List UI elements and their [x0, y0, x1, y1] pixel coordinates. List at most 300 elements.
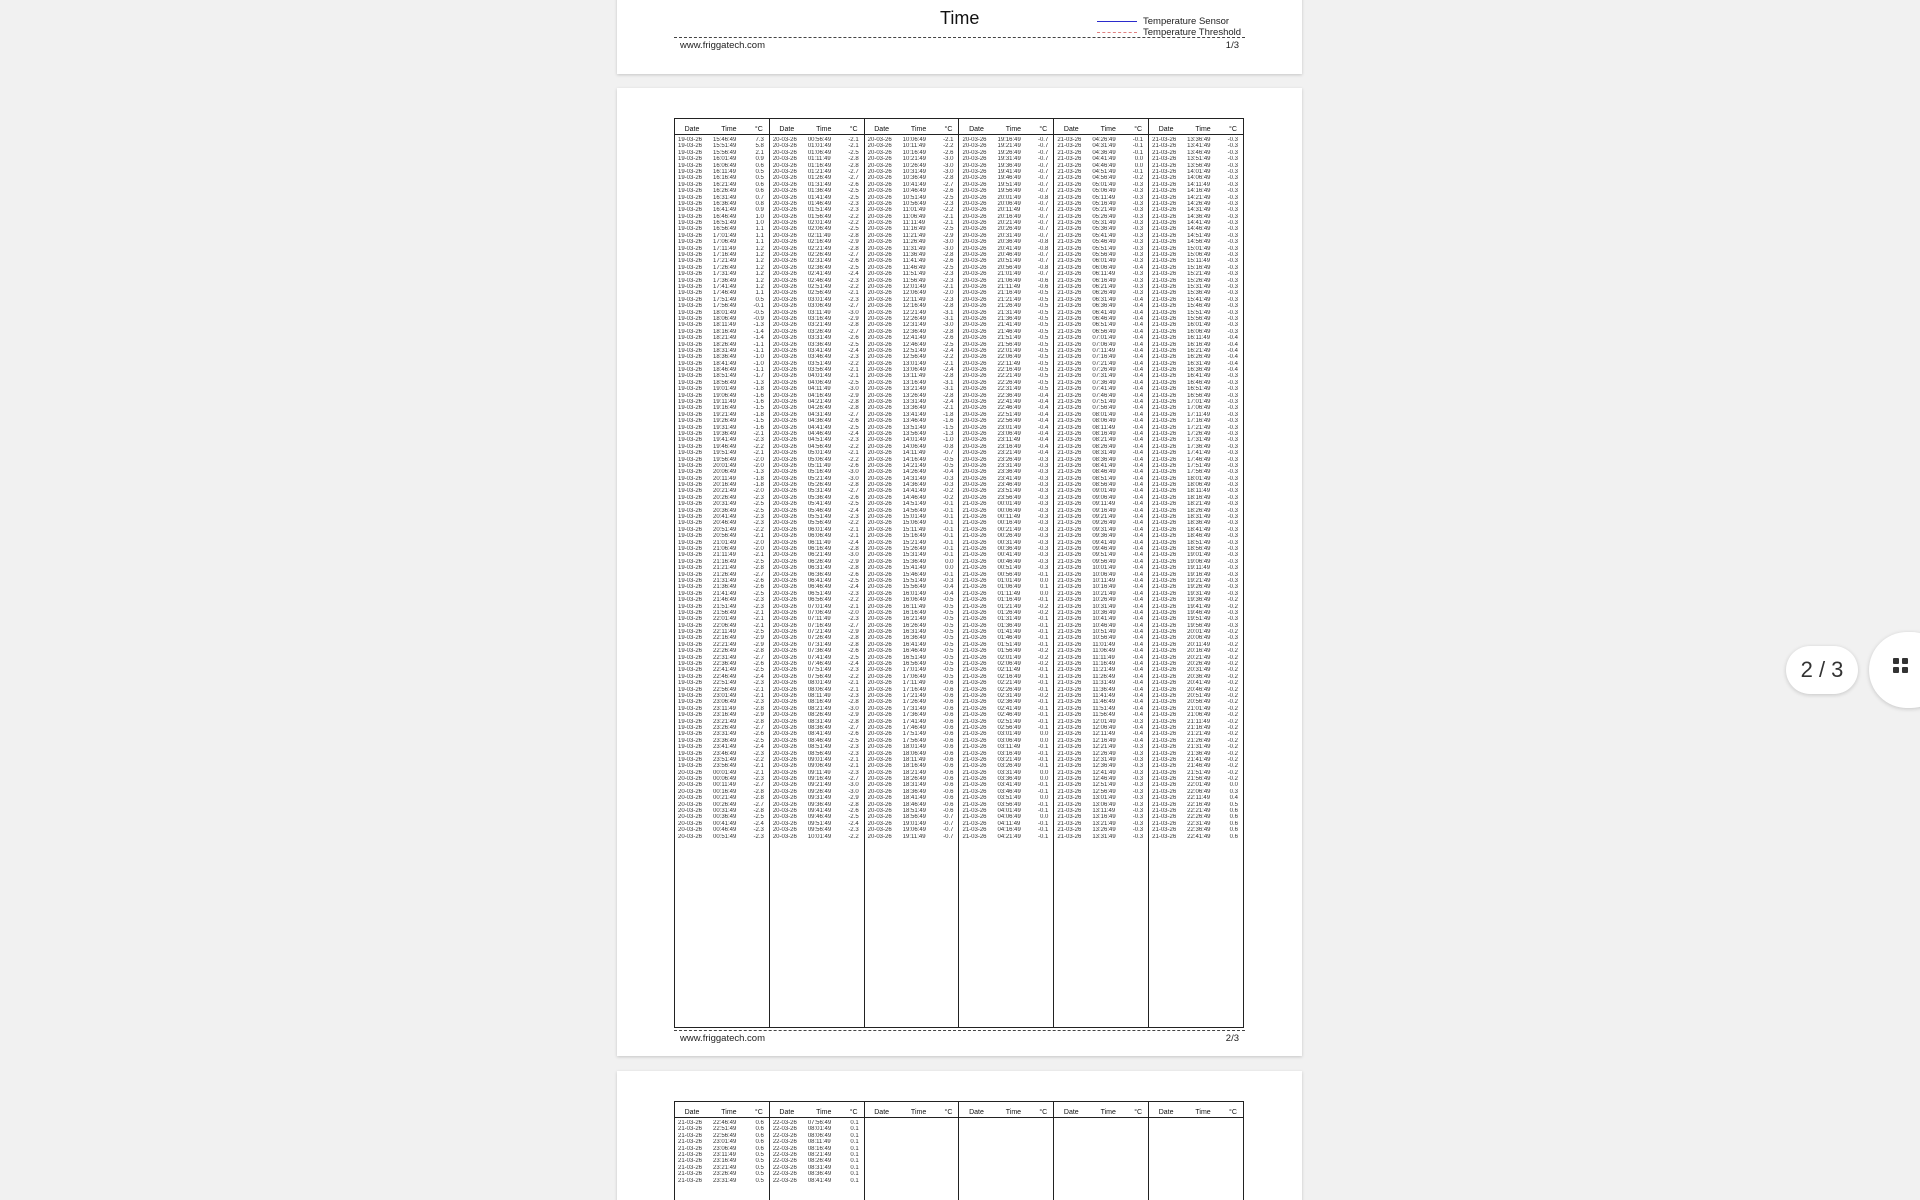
cell-date: 19-03-26	[678, 744, 703, 751]
cell-time: 09:26:49	[1092, 520, 1116, 527]
cell-time: 22:16:49	[1187, 801, 1211, 808]
cell-date: 20-03-26	[867, 296, 892, 303]
cell-time: 16:41:49	[713, 207, 737, 214]
cell-temperature: -0.3	[1227, 405, 1238, 412]
cell-date: 21-03-26	[962, 577, 987, 584]
cell-temperature: -0.2	[1227, 705, 1238, 712]
cell-date: 21-03-26	[962, 776, 987, 783]
cell-date: 21-03-26	[1057, 309, 1082, 316]
cell-temperature: -0.1	[1037, 571, 1049, 578]
cell-time: 13:51:49	[1187, 156, 1211, 163]
cell-time: 15:41:49	[1187, 296, 1211, 303]
cell-time: 20:51:49	[713, 526, 737, 533]
cell-temperature: 0.3	[1229, 788, 1238, 795]
cell-temperature: -0.3	[1227, 482, 1238, 489]
cell-temperature: -0.7	[1037, 213, 1049, 220]
cell-temperature: -0.5	[1037, 322, 1049, 329]
cell-time: 01:31:49	[997, 616, 1021, 623]
cell-time: 06:16:49	[1092, 277, 1116, 284]
cell-time: 19:01:49	[713, 386, 737, 393]
cell-time: 23:06:49	[713, 699, 737, 706]
cell-temperature: 0.5	[755, 1151, 764, 1158]
cell-date: 19-03-26	[678, 443, 703, 450]
cell-time: 09:16:49	[807, 776, 832, 783]
footer-page-number: 2/3	[1225, 1033, 1239, 1044]
cell-temperature: -2.3	[848, 667, 859, 674]
cell-time: 22:31:49	[713, 654, 737, 661]
cell-temperature: -0.6	[943, 724, 954, 731]
cell-temperature: -2.3	[753, 750, 764, 757]
cell-time: 20:26:49	[1187, 661, 1211, 668]
cell-date: 22-03-26	[772, 1139, 797, 1146]
cell-date: 21-03-26	[1152, 699, 1177, 706]
cell-time: 00:06:49	[713, 776, 737, 783]
cell-temperature: -2.6	[848, 335, 859, 342]
cell-date: 20-03-26	[867, 539, 892, 546]
cell-temperature: -0.1	[1132, 168, 1144, 175]
cell-temperature: -2.3	[753, 776, 764, 783]
cell-date: 19-03-26	[678, 303, 703, 310]
cell-temperature: -0.4	[1132, 533, 1144, 540]
cell-date: 19-03-26	[678, 335, 703, 342]
cell-temperature: -0.1	[1037, 705, 1049, 712]
cell-date: 19-03-26	[678, 143, 703, 150]
cell-time: 19:36:49	[713, 430, 737, 437]
cell-time: 11:06:49	[902, 213, 926, 220]
cell-date: 21-03-26	[962, 833, 987, 840]
cell-date: 20-03-26	[962, 494, 987, 501]
cell-temperature: -0.6	[943, 801, 954, 808]
cell-date: 20-03-26	[867, 808, 892, 815]
cell-temperature: -0.3	[1227, 232, 1238, 239]
cell-temperature: -0.7	[1037, 162, 1049, 169]
cell-time: 13:51:49	[902, 424, 927, 431]
cell-date: 21-03-26	[962, 731, 987, 738]
cell-date: 21-03-26	[1152, 181, 1177, 188]
cell-time: 04:16:49	[807, 392, 832, 399]
cell-temperature: -0.7	[1037, 143, 1049, 150]
cell-temperature: -0.4	[1132, 399, 1144, 406]
cell-date: 19-03-26	[678, 763, 703, 770]
cell-temperature: -2.8	[943, 175, 954, 182]
cell-time: 14:21:49	[902, 462, 927, 469]
cell-temperature: -1.6	[943, 418, 954, 425]
cell-temperature: -0.3	[1132, 220, 1144, 227]
cell-date: 20-03-26	[772, 335, 797, 342]
table-header-row	[770, 1102, 864, 1118]
cell-temperature: -0.3	[1227, 220, 1238, 227]
cell-temperature: 0.5	[755, 168, 764, 175]
cell-temperature: -2.3	[848, 769, 859, 776]
cell-time: 11:31:49	[902, 245, 926, 252]
cell-temperature: -2.5	[848, 194, 859, 201]
cell-temperature: 1.1	[755, 226, 764, 233]
cell-time: 02:31:49	[807, 258, 832, 265]
cell-time: 20:16:49	[713, 482, 737, 489]
cell-time: 21:01:49	[997, 271, 1021, 278]
cell-time: 00:16:49	[713, 788, 737, 795]
cell-date: 21-03-26	[1152, 565, 1177, 572]
cell-date: 21-03-26	[962, 814, 987, 821]
cell-temperature: -2.1	[848, 373, 859, 380]
cell-time: 18:16:49	[902, 763, 927, 770]
cell-time: 10:51:49	[1092, 629, 1116, 636]
cell-time: 16:11:49	[1187, 335, 1211, 342]
cell-time: 20:21:49	[1187, 654, 1211, 661]
cell-date: 21-03-26	[1057, 277, 1082, 284]
cell-date: 21-03-26	[1152, 277, 1177, 284]
cell-time: 20:16:49	[997, 213, 1021, 220]
cell-date: 21-03-26	[1152, 769, 1177, 776]
cell-time: 21:16:49	[713, 558, 737, 565]
cell-temperature: 0.6	[1229, 827, 1238, 834]
cell-date: 21-03-26	[1152, 705, 1177, 712]
cell-date: 20-03-26	[867, 603, 892, 610]
cell-time: 23:11:49	[713, 705, 736, 712]
header-time: Time	[721, 1109, 737, 1116]
cell-date: 21-03-26	[1057, 756, 1082, 763]
cell-temperature: -0.1	[943, 552, 954, 559]
cell-date: 21-03-26	[1152, 162, 1177, 169]
cell-date: 20-03-26	[867, 264, 892, 271]
cell-temperature: -0.4	[1132, 654, 1144, 661]
cell-date: 19-03-26	[678, 283, 703, 290]
cell-temperature: -2.8	[753, 648, 764, 655]
cell-date: 20-03-26	[867, 827, 892, 834]
cell-date: 21-03-26	[1152, 373, 1177, 380]
cell-time: 10:16:49	[902, 149, 927, 156]
cell-date: 21-03-26	[1057, 322, 1082, 329]
header-time: Time	[1100, 1109, 1116, 1116]
cell-date: 21-03-26	[962, 827, 987, 834]
cell-time: 22:46:49	[713, 1120, 737, 1126]
cell-time: 13:26:49	[902, 392, 927, 399]
cell-time: 05:56:49	[1092, 252, 1116, 259]
cell-temperature: -0.2	[1037, 648, 1049, 655]
cell-time: 22:46:49	[713, 673, 737, 680]
cell-time: 00:26:49	[713, 801, 737, 808]
cell-time: 23:51:49	[713, 756, 737, 763]
cell-time: 12:41:49	[902, 335, 927, 342]
cell-time: 13:36:49	[1187, 137, 1211, 143]
cell-temperature: -2.1	[753, 609, 764, 616]
cell-time: 09:51:49	[1092, 552, 1116, 559]
cell-temperature: -0.7	[1037, 137, 1049, 143]
cell-temperature: -2.1	[848, 533, 859, 540]
cell-date: 19-03-26	[678, 373, 703, 380]
cell-temperature: -0.6	[943, 737, 954, 744]
cell-date: 20-03-26	[867, 322, 892, 329]
table-column-group	[959, 1102, 1054, 1200]
cell-date: 20-03-26	[772, 648, 797, 655]
cell-time: 20:36:49	[1187, 673, 1211, 680]
cell-date: 20-03-26	[867, 737, 892, 744]
cell-temperature: -2.6	[848, 494, 859, 501]
cell-date: 20-03-26	[867, 450, 892, 457]
cell-temperature: -2.6	[848, 648, 859, 655]
cell-date: 20-03-26	[867, 379, 892, 386]
cell-time: 08:36:49	[807, 1171, 832, 1178]
cell-temperature: -0.3	[1227, 565, 1238, 572]
cell-temperature: -2.5	[848, 577, 859, 584]
cell-temperature: -2.7	[848, 303, 859, 310]
cell-time: 04:51:49	[807, 437, 832, 444]
cell-time: 09:06:49	[807, 763, 832, 770]
cell-time: 05:46:49	[807, 507, 832, 514]
cell-date: 20-03-26	[678, 801, 703, 808]
cell-time: 04:21:49	[997, 833, 1021, 840]
cell-time: 23:46:49	[997, 482, 1021, 489]
cell-temperature: -2.0	[753, 539, 764, 546]
cell-temperature: 0.9	[755, 156, 764, 163]
cell-temperature: -2.1	[753, 769, 764, 776]
cell-temperature: -2.4	[848, 507, 859, 514]
cell-date: 20-03-26	[772, 379, 797, 386]
cell-date: 20-03-26	[867, 718, 892, 725]
cell-temperature: -0.6	[943, 731, 954, 738]
cell-temperature: -2.7	[943, 181, 954, 188]
cell-date: 21-03-26	[1057, 763, 1082, 770]
cell-time: 04:06:49	[997, 814, 1021, 821]
cell-time: 10:36:49	[902, 175, 927, 182]
cell-date: 21-03-26	[1057, 603, 1082, 610]
cell-time: 12:01:49	[1092, 718, 1116, 725]
cell-date: 20-03-26	[867, 756, 892, 763]
cell-time: 09:21:49	[1092, 514, 1116, 521]
cell-temperature: -0.3	[1132, 718, 1144, 725]
pdf-page-3	[617, 1071, 1302, 1200]
cell-temperature: -0.3	[943, 577, 954, 584]
cell-temperature: -0.5	[943, 597, 954, 604]
cell-temperature: 0.5	[755, 296, 764, 303]
cell-date: 20-03-26	[962, 379, 987, 386]
cell-date: 21-03-26	[1152, 443, 1177, 450]
table-row	[1054, 834, 1148, 840]
cell-temperature: -0.6	[943, 769, 954, 776]
cell-time: 03:06:49	[997, 737, 1021, 744]
cell-time: 04:01:49	[807, 373, 832, 380]
cell-time: 23:26:49	[997, 456, 1021, 463]
cell-temperature: -0.6	[1037, 283, 1049, 290]
cell-date: 21-03-26	[1152, 283, 1177, 290]
cell-temperature: -0.7	[943, 450, 954, 457]
cell-temperature: -0.2	[1227, 597, 1238, 604]
cell-time: 17:06:49	[902, 673, 927, 680]
cell-temperature: -2.7	[753, 782, 764, 789]
cell-date: 20-03-26	[867, 373, 892, 380]
cell-date: 19-03-26	[678, 603, 703, 610]
cell-time: 13:36:49	[902, 405, 927, 412]
cell-time: 12:31:49	[1092, 756, 1116, 763]
cell-time: 02:01:49	[997, 654, 1021, 661]
cell-date: 19-03-26	[678, 552, 703, 559]
cell-time: 01:01:49	[997, 577, 1021, 584]
cell-temperature: -0.3	[1227, 590, 1238, 597]
cell-time: 00:01:49	[713, 769, 737, 776]
cell-time: 06:06:49	[807, 533, 832, 540]
cell-date: 21-03-26	[1057, 565, 1082, 572]
cell-date: 21-03-26	[962, 590, 987, 597]
cell-temperature: -0.4	[1132, 488, 1144, 495]
cell-temperature: -0.7	[943, 820, 954, 827]
cell-date: 21-03-26	[1152, 795, 1177, 802]
cell-date: 20-03-26	[962, 437, 987, 444]
cell-temperature: -0.1	[1037, 718, 1049, 725]
cell-time: 21:51:49	[1187, 769, 1211, 776]
cell-date: 20-03-26	[772, 137, 797, 143]
cell-temperature: -0.4	[1132, 335, 1144, 342]
cell-time: 08:21:49	[1092, 437, 1116, 444]
cell-time: 13:56:49	[1187, 162, 1211, 169]
table-row	[770, 834, 864, 840]
cell-time: 02:26:49	[807, 252, 832, 259]
cell-time: 13:26:49	[1092, 827, 1116, 834]
cell-date: 20-03-26	[867, 558, 892, 565]
cell-date: 21-03-26	[1152, 367, 1177, 374]
cell-temperature: -2.5	[753, 590, 764, 597]
cell-temperature: -0.7	[1037, 226, 1049, 233]
cell-temperature: -0.6	[943, 795, 954, 802]
cell-time: 13:11:49	[1092, 808, 1116, 815]
cell-temperature: -0.3	[1132, 827, 1144, 834]
cell-temperature: -3.0	[848, 705, 859, 712]
cell-time: 11:21:49	[1092, 667, 1116, 674]
cell-time: 20:41:49	[713, 514, 737, 521]
cell-temperature: -0.4	[1132, 322, 1144, 329]
cell-temperature: -2.1	[943, 220, 954, 227]
cell-time: 20:56:49	[997, 264, 1021, 271]
cell-date: 21-03-26	[1057, 546, 1082, 552]
cell-date: 20-03-26	[962, 168, 987, 175]
cell-date: 20-03-26	[962, 424, 987, 431]
cell-date: 21-03-26	[678, 1151, 703, 1158]
cell-time: 12:26:49	[1092, 750, 1116, 757]
cell-time: 13:41:49	[1187, 143, 1211, 150]
header-unit: °C	[1039, 1109, 1048, 1116]
cell-date: 19-03-26	[678, 137, 703, 143]
cell-date: 20-03-26	[962, 360, 987, 367]
header-date: Date	[1158, 1109, 1174, 1116]
cell-time: 18:21:49	[902, 769, 927, 776]
cell-time: 00:16:49	[997, 520, 1021, 527]
cell-time: 13:21:49	[902, 386, 927, 393]
cell-date: 21-03-26	[1057, 213, 1082, 220]
cell-temperature: -2.9	[848, 712, 859, 719]
cell-time: 00:56:49	[807, 137, 832, 143]
cell-temperature: -0.4	[1132, 264, 1144, 271]
cell-date: 21-03-26	[1057, 520, 1082, 527]
cell-date: 20-03-26	[867, 667, 892, 674]
cell-time: 21:31:49	[713, 577, 737, 584]
cell-time: 16:51:49	[1187, 386, 1211, 393]
cell-time: 15:31:49	[1187, 283, 1211, 290]
cell-time: 22:06:49	[1187, 788, 1211, 795]
cell-temperature: -2.1	[753, 616, 764, 623]
cell-temperature: 0.8	[755, 200, 764, 207]
cell-time: 22:36:49	[713, 661, 737, 668]
cell-date: 20-03-26	[867, 597, 892, 604]
cell-date: 20-03-26	[678, 827, 703, 834]
cell-temperature: -2.5	[848, 149, 859, 156]
cell-date: 21-03-26	[678, 1126, 703, 1133]
cell-temperature: -0.4	[1132, 597, 1144, 604]
cell-date: 20-03-26	[772, 315, 797, 322]
cell-date: 19-03-26	[678, 188, 703, 195]
cell-temperature: -2.7	[848, 776, 859, 783]
cell-time: 21:36:49	[1187, 750, 1211, 757]
table-rows	[959, 135, 1053, 840]
cell-time: 23:31:49	[997, 462, 1021, 469]
cell-date: 21-03-26	[962, 673, 987, 680]
cell-time: 08:21:49	[807, 1151, 832, 1158]
cell-time: 03:51:49	[807, 360, 832, 367]
cell-temperature: -0.2	[1227, 737, 1238, 744]
cell-date: 21-03-26	[1057, 220, 1082, 227]
cell-time: 19:26:49	[1187, 584, 1211, 591]
cell-date: 19-03-26	[678, 322, 703, 329]
cell-temperature: -0.2	[1227, 667, 1238, 674]
cell-date: 21-03-26	[1152, 296, 1177, 303]
cell-temperature: -2.1	[848, 450, 859, 457]
cell-date: 20-03-26	[678, 795, 703, 802]
cell-temperature: -0.1	[943, 533, 954, 540]
cell-date: 19-03-26	[678, 341, 703, 348]
cell-temperature: -2.8	[848, 482, 859, 489]
cell-time: 11:11:49	[902, 220, 926, 227]
data-log-table	[674, 118, 1244, 1028]
cell-temperature: -0.3	[1227, 283, 1238, 290]
cell-time: 05:11:49	[807, 462, 831, 469]
header-unit: °C	[849, 1109, 858, 1116]
cell-time: 15:56:49	[1187, 315, 1211, 322]
cell-time: 05:01:49	[1092, 181, 1116, 188]
cell-time: 18:41:49	[902, 795, 927, 802]
cell-time: 10:21:49	[1092, 590, 1116, 597]
cell-time: 16:36:49	[902, 635, 927, 642]
cell-date: 20-03-26	[772, 724, 797, 731]
cell-temperature: -3.0	[943, 239, 954, 246]
cell-date: 20-03-26	[962, 232, 987, 239]
cell-temperature: -2.6	[753, 731, 764, 738]
cell-date: 20-03-26	[962, 296, 987, 303]
cell-temperature: -0.4	[1132, 539, 1144, 546]
cell-time: 08:46:49	[807, 737, 832, 744]
cell-time: 04:36:49	[807, 418, 832, 425]
cell-date: 20-03-26	[867, 207, 892, 214]
cell-date: 20-03-26	[772, 737, 797, 744]
cell-date: 20-03-26	[772, 673, 797, 680]
cell-time: 01:21:49	[807, 168, 832, 175]
cell-time: 21:26:49	[997, 303, 1021, 310]
cell-time: 23:01:49	[713, 1139, 737, 1146]
cell-temperature: -0.6	[943, 712, 954, 719]
cell-temperature: -0.3	[1227, 315, 1238, 322]
cell-date: 20-03-26	[772, 162, 797, 169]
cell-date: 20-03-26	[962, 373, 987, 380]
cell-date: 20-03-26	[867, 648, 892, 655]
cell-temperature: -0.2	[1227, 718, 1238, 725]
cell-date: 21-03-26	[1152, 571, 1177, 578]
cell-temperature: -0.3	[1037, 462, 1049, 469]
cell-temperature: -0.3	[1132, 808, 1144, 815]
cell-time: 02:56:49	[997, 724, 1021, 731]
cell-date: 19-03-26	[678, 360, 703, 367]
toolbar-drag-handle[interactable]	[1869, 632, 1920, 708]
cell-temperature: -0.3	[1227, 175, 1238, 182]
cell-temperature: -0.3	[1227, 635, 1238, 642]
cell-temperature: -0.5	[943, 609, 954, 616]
cell-temperature: -2.4	[848, 584, 859, 591]
